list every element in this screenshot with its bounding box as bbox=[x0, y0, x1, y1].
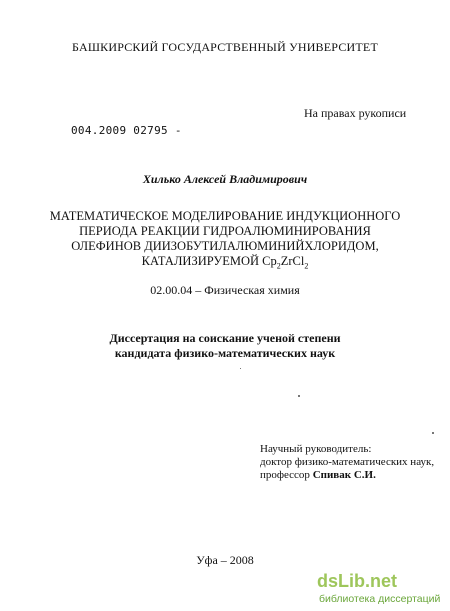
rights-note: На правах рукописи bbox=[304, 106, 407, 120]
watermark bbox=[317, 571, 447, 609]
dissertation-title bbox=[0, 209, 450, 274]
watermark-subtitle: библиотека диссертаций bbox=[319, 593, 441, 605]
catalyst-subscript: 2 bbox=[276, 261, 281, 271]
degree-line: Диссертация на соискание ученой степени bbox=[109, 331, 341, 345]
advisor-name-line bbox=[260, 469, 434, 482]
university-name: БАШКИРСКИЙ ГОСУДАРСТВЕННЫЙ УНИВЕРСИТЕТ bbox=[72, 40, 378, 54]
degree-line: кандидата физико-математических наук bbox=[114, 346, 336, 360]
author-name: Хилько Алексей Владимирович bbox=[142, 172, 308, 186]
scientific-advisor bbox=[260, 443, 434, 482]
advisor-degree: доктор физико-математических наук, bbox=[260, 456, 435, 468]
catalyst-prefix: КАТАЛИЗИРУЕМОЙ Cp bbox=[141, 254, 277, 268]
city-year: Уфа – 2008 bbox=[196, 553, 254, 567]
title-line-catalyst bbox=[0, 254, 450, 274]
scan-speck bbox=[240, 368, 241, 369]
specialty-code: 02.00.04 – Физическая химия bbox=[150, 283, 300, 297]
library-stamp-number: 004.2009 02795 - bbox=[71, 124, 182, 137]
catalyst-subscript: 2 bbox=[304, 261, 309, 271]
title-line: ПЕРИОДА РЕАКЦИИ ГИДРОАЛЮМИНИРОВАНИЯ bbox=[79, 224, 371, 238]
advisor-name: Спивак С.И. bbox=[312, 469, 376, 481]
catalyst-middle: ZrCl bbox=[280, 254, 305, 268]
degree-statement bbox=[0, 331, 450, 361]
scan-speck bbox=[432, 432, 434, 434]
scan-speck bbox=[298, 395, 300, 397]
title-line: МАТЕМАТИЧЕСКОЕ МОДЕЛИРОВАНИЕ ИНДУКЦИОННОГО bbox=[49, 209, 401, 223]
advisor-title: профессор bbox=[260, 469, 313, 481]
watermark-logo: dsLib.net bbox=[317, 571, 397, 591]
advisor-heading: Научный руководитель: bbox=[260, 443, 372, 455]
title-line: ОЛЕФИНОВ ДИИЗОБУТИЛАЛЮМИНИЙХЛОРИДОМ, bbox=[71, 239, 379, 253]
